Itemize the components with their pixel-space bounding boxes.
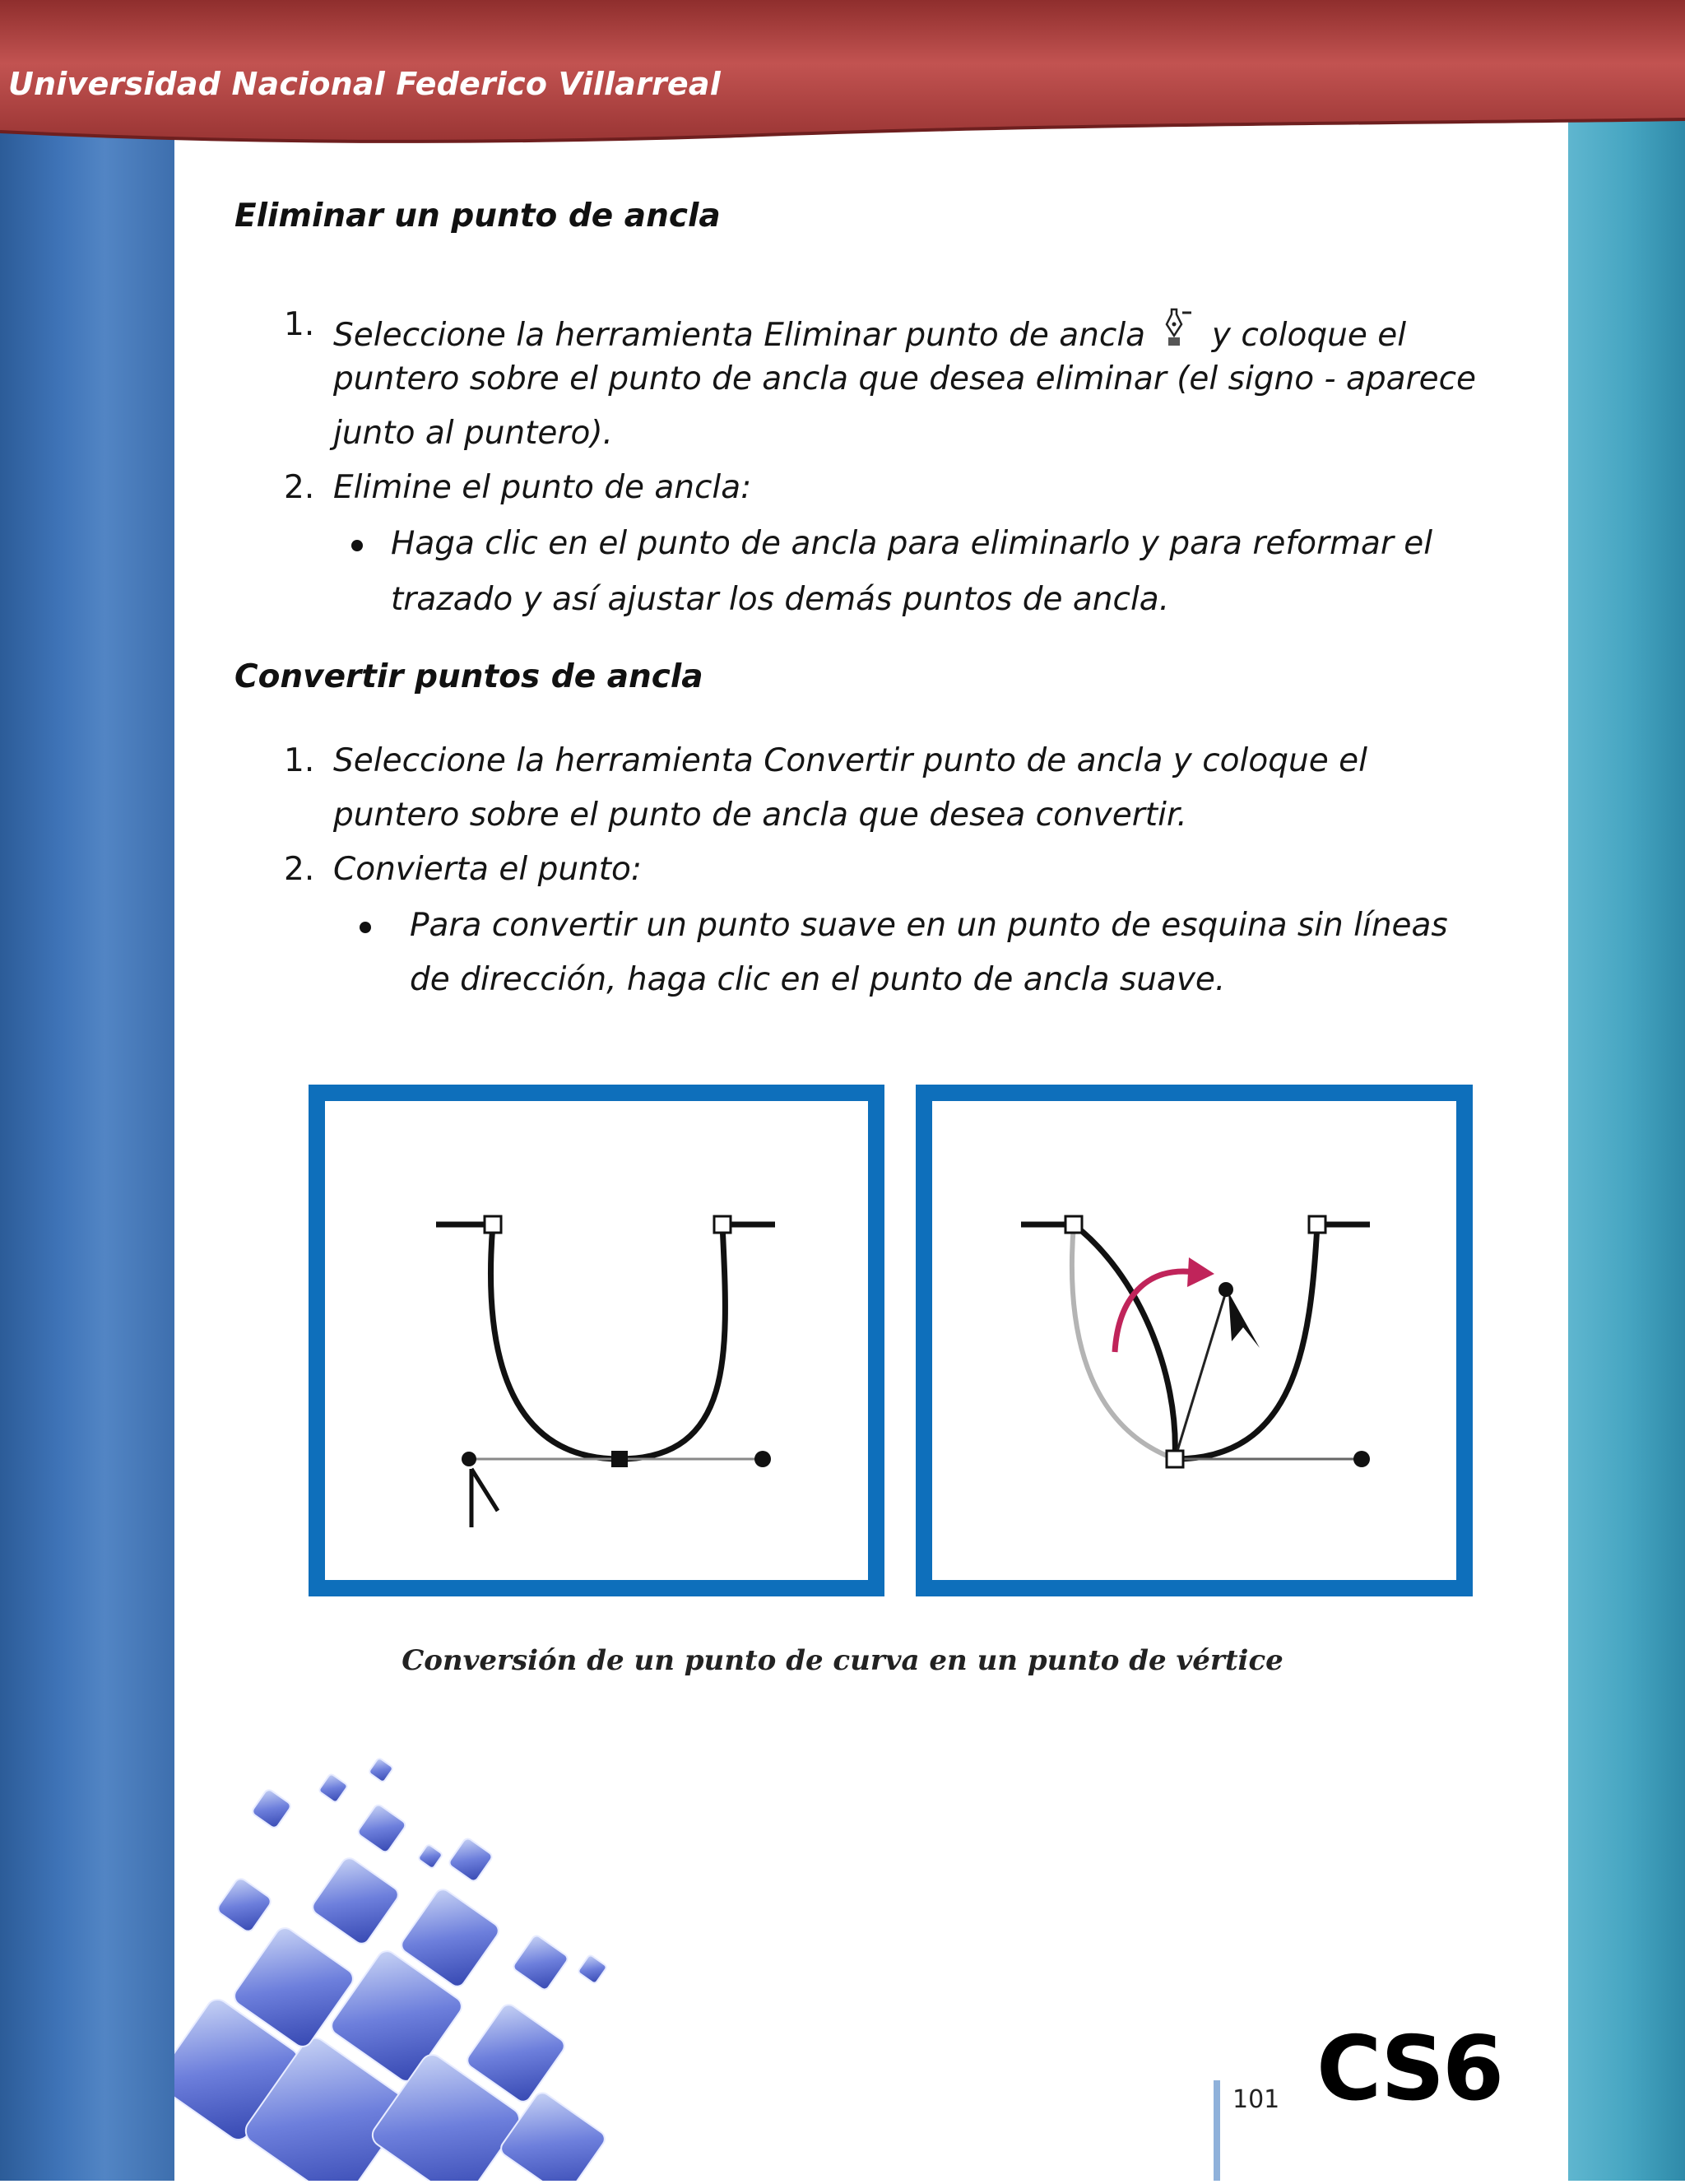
brand-label: CS6	[1316, 2018, 1502, 2121]
figure-panel-corner-point	[916, 1085, 1473, 1596]
page-header	[0, 0, 1685, 146]
anchor-conversion-figure	[309, 1085, 1473, 1596]
page-number-divider	[1214, 2080, 1220, 2181]
smooth-curve-illustration	[325, 1101, 868, 1580]
figure-caption: Conversión de un punto de curva en un punto de vértice	[402, 1644, 1283, 1677]
list-number: 1.	[284, 742, 315, 779]
list-item-text: Convierta el punto:	[333, 851, 643, 888]
list-number: 2.	[284, 851, 315, 888]
decorative-cubes-image	[174, 1745, 734, 2181]
bullet-text: Para convertir un punto suave en un punto de esquina sin líneas	[410, 907, 1448, 944]
list-number: 2.	[284, 469, 315, 506]
list-number: 1.	[284, 306, 315, 343]
list-item-text	[333, 306, 1406, 354]
left-decorative-band	[0, 0, 174, 2181]
bullet-text: trazado y así ajustar los demás puntos de ancla.	[391, 581, 1170, 618]
bullet-dot	[351, 540, 363, 551]
step-text: Seleccione la herramienta Eliminar punto de ancla	[333, 317, 1146, 354]
university-name: Universidad Nacional Federico Villarreal	[8, 66, 721, 102]
list-item-text: Elimine el punto de ancla:	[333, 469, 752, 506]
page-number: 101	[1232, 2085, 1280, 2114]
list-item-text: junto al puntero).	[333, 415, 613, 452]
list-item-text: puntero sobre el punto de ancla que desea convertir.	[333, 797, 1187, 834]
bullet-text: Haga clic en el punto de ancla para eliminarlo y para reformar el	[391, 525, 1433, 562]
section-heading-convert-anchor: Convertir puntos de ancla	[234, 658, 703, 695]
list-item-text: puntero sobre el punto de ancla que desea eliminar (el signo - aparece	[333, 360, 1477, 397]
delete-anchor-point-pen-icon	[1158, 306, 1193, 349]
step-text: y coloque el	[1211, 317, 1407, 354]
section-heading-delete-anchor: Eliminar un punto de ancla	[234, 197, 721, 235]
corner-conversion-illustration	[932, 1101, 1456, 1580]
figure-panel-smooth-point	[309, 1085, 884, 1596]
right-decorative-band	[1568, 0, 1685, 2181]
bullet-text: de dirección, haga clic en el punto de ancla suave.	[410, 961, 1226, 998]
bullet-dot	[360, 922, 371, 933]
list-item-text: Seleccione la herramienta Convertir punto de ancla y coloque el	[333, 742, 1367, 779]
